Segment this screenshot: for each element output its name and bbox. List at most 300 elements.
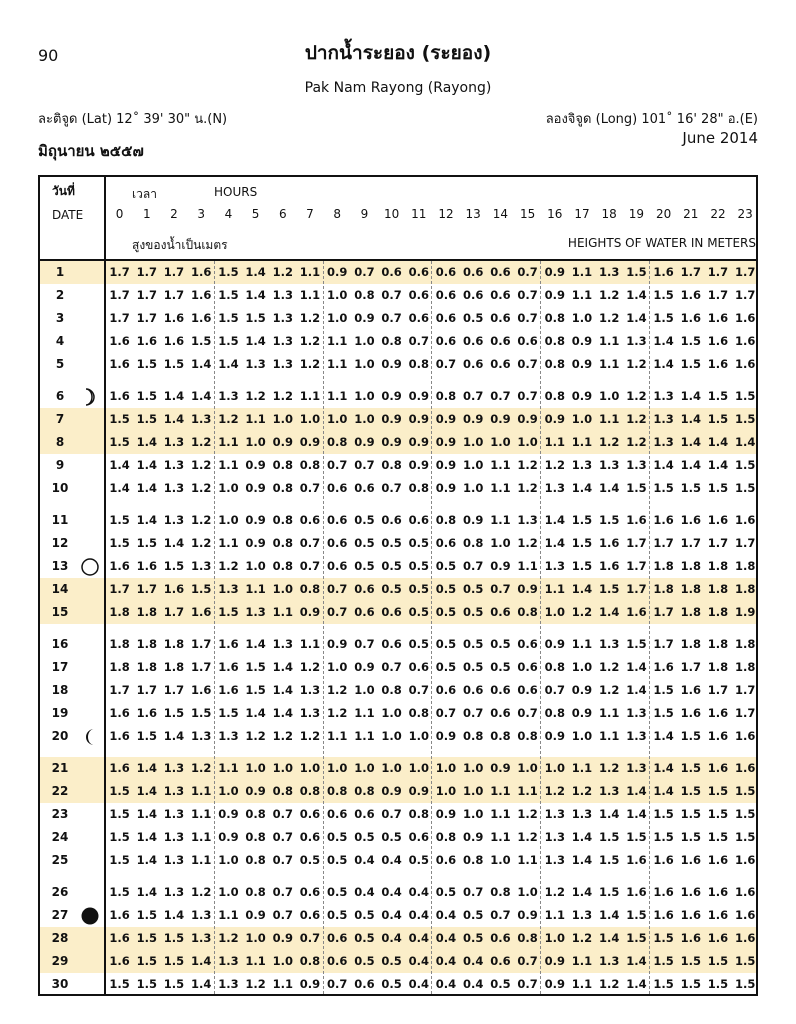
height-cell: 1.4 [245,637,266,651]
height-cell: 0.9 [435,435,457,449]
height-cell: 0.5 [381,830,402,844]
height-cell: 1.2 [517,536,538,550]
height-cell: 0.6 [463,683,484,697]
height-cell: 1.5 [136,357,157,371]
height-cell: 0.9 [272,435,293,449]
height-cell: 1.4 [599,908,620,922]
height-cell: 1.5 [653,481,674,495]
height-cell: 0.5 [408,605,429,619]
height-cell: 1.4 [599,481,620,495]
height-cell: 1.1 [218,435,239,449]
height-cell: 0.6 [327,559,348,573]
height-cell: 0.6 [354,605,375,619]
height-cell: 1.4 [163,389,185,403]
height-cell: 0.8 [272,559,293,573]
height-cell: 1.5 [109,784,130,798]
height-cell: 0.5 [381,977,402,991]
height-cell: 1.0 [408,729,429,743]
height-cell: 1.3 [163,807,185,821]
height-cell: 1.4 [191,389,212,403]
height-cell: 1.1 [299,288,321,302]
height-cell: 1.2 [517,481,538,495]
height-cell: 1.6 [191,683,212,697]
height-cell: 1.4 [626,954,647,968]
height-cell: 1.0 [463,458,484,472]
height-cell: 1.3 [163,784,185,798]
height-cell: 0.8 [381,458,402,472]
height-cell: 1.6 [735,311,756,325]
row-date: 16 [51,637,69,651]
height-cell: 1.1 [571,288,593,302]
height-cell: 0.9 [435,412,457,426]
height-cell: 0.9 [435,458,457,472]
height-cell: 1.3 [299,683,321,697]
height-cell: 0.9 [381,412,402,426]
height-cell: 1.5 [735,412,756,426]
row-date: 9 [55,458,65,472]
height-cell: 0.9 [245,481,266,495]
height-cell: 1.6 [599,559,620,573]
height-cell: 0.4 [463,954,484,968]
height-cell: 1.5 [735,389,756,403]
row-date: 24 [51,830,69,844]
height-cell: 0.9 [571,334,593,348]
height-cell: 1.5 [599,830,620,844]
height-cell: 1.4 [218,357,239,371]
height-cell: 0.6 [435,311,457,325]
height-cell: 0.8 [544,334,565,348]
height-cell: 1.5 [109,807,130,821]
height-cell: 1.4 [272,660,293,674]
height-cell: 1.3 [626,334,647,348]
height-cell: 1.6 [653,265,674,279]
height-cell: 1.5 [109,435,130,449]
height-cell: 0.4 [435,931,457,945]
height-cell: 0.4 [408,931,429,945]
height-cell: 0.5 [435,559,457,573]
height-cell: 1.7 [653,637,674,651]
height-cell: 0.9 [218,807,239,821]
height-cell: 0.5 [327,885,348,899]
height-cell: 1.6 [707,729,729,743]
height-cell: 1.4 [626,288,647,302]
row-date: 15 [51,605,69,619]
height-cell: 1.4 [136,435,157,449]
height-cell: 0.9 [327,265,348,279]
height-cell: 0.4 [435,954,457,968]
height-cell: 1.6 [653,513,674,527]
row-date: 25 [51,853,69,867]
height-cell: 1.5 [571,513,593,527]
height-cell: 1.3 [163,761,185,775]
height-cell: 1.4 [571,481,593,495]
height-cell: 1.4 [653,761,674,775]
height-cell: 1.4 [136,885,157,899]
height-cell: 1.2 [245,729,266,743]
height-cell: 1.2 [272,729,293,743]
height-cell: 1.6 [109,389,130,403]
height-cell: 0.5 [435,637,457,651]
height-cell: 1.5 [707,412,729,426]
height-cell: 1.3 [571,908,593,922]
height-cell: 1.7 [163,683,185,697]
row-date: 8 [55,435,65,449]
height-cell: 0.6 [354,807,375,821]
height-cell: 1.6 [680,513,701,527]
height-cell: 0.7 [435,357,457,371]
height-cell: 1.3 [191,559,212,573]
height-cell: 1.6 [680,885,701,899]
height-cell: 1.7 [163,288,185,302]
height-cell: 0.7 [490,582,511,596]
height-cell: 1.4 [626,784,647,798]
height-cell: 0.7 [354,265,375,279]
height-cell: 0.4 [354,885,375,899]
hour-label: 9 [360,207,369,221]
height-cell: 0.4 [463,977,484,991]
height-cell: 1.8 [109,660,130,674]
height-cell: 0.5 [435,582,457,596]
height-cell: 1.4 [735,435,756,449]
height-cell: 1.1 [218,458,239,472]
height-cell: 0.5 [408,853,429,867]
height-cell: 1.0 [218,853,239,867]
height-cell: 1.0 [571,729,593,743]
height-cell: 1.3 [653,412,674,426]
row-date: 29 [51,954,69,968]
height-cell: 0.8 [299,582,321,596]
height-cell: 0.6 [327,536,348,550]
height-cell: 0.9 [381,389,402,403]
height-cell: 1.4 [163,412,185,426]
height-cell: 0.5 [463,311,484,325]
height-cell: 1.5 [653,706,674,720]
row-date: 27 [51,908,69,922]
height-cell: 1.0 [218,513,239,527]
height-cell: 1.5 [680,729,701,743]
height-cell: 0.9 [544,637,565,651]
hour-label: 19 [628,207,645,221]
height-cell: 1.4 [653,458,674,472]
height-cell: 1.1 [272,977,293,991]
height-cell: 1.7 [626,536,647,550]
height-cell: 1.2 [626,389,647,403]
height-cell: 0.7 [544,683,565,697]
height-cell: 1.2 [599,288,620,302]
height-cell: 0.6 [435,536,457,550]
height-cell: 1.2 [218,931,239,945]
height-cell: 1.0 [218,784,239,798]
height-cell: 1.0 [463,807,484,821]
height-cell: 1.3 [571,807,593,821]
height-cell: 1.5 [735,481,756,495]
height-cell: 0.8 [408,706,429,720]
height-cell: 1.0 [354,412,375,426]
height-cell: 0.7 [272,830,293,844]
height-cell: 0.6 [463,265,484,279]
height-cell: 0.9 [544,288,565,302]
height-cell: 1.5 [163,931,185,945]
height-cell: 1.5 [735,977,756,991]
height-cell: 1.3 [191,412,212,426]
height-cell: 1.6 [735,908,756,922]
row-date: 19 [51,706,69,720]
height-cell: 0.9 [299,605,321,619]
row-date: 1 [55,265,65,279]
height-cell: 1.3 [245,605,266,619]
height-cell: 1.2 [599,435,620,449]
height-cell: 1.1 [490,807,511,821]
height-cell: 0.7 [463,885,484,899]
height-cell: 0.5 [490,637,511,651]
height-cell: 1.0 [463,784,484,798]
height-cell: 1.2 [517,458,538,472]
height-cell: 1.4 [680,412,701,426]
height-cell: 1.6 [109,334,130,348]
height-cell: 1.4 [653,784,674,798]
height-cell: 0.5 [408,559,429,573]
height-cell: 1.3 [163,830,185,844]
height-cell: 1.6 [707,357,729,371]
height-cell: 1.3 [653,435,674,449]
height-cell: 1.0 [218,481,239,495]
height-cell: 0.5 [463,637,484,651]
height-cell: 1.7 [680,536,701,550]
height-cell: 1.6 [626,513,647,527]
height-cell: 0.7 [517,357,538,371]
height-cell: 0.6 [490,265,511,279]
height-cell: 1.5 [109,830,130,844]
column-separator [649,261,650,994]
height-cell: 0.7 [517,706,538,720]
height-cell: 1.3 [626,458,647,472]
height-cell: 1.6 [653,853,674,867]
height-cell: 0.9 [463,830,484,844]
height-cell: 0.6 [463,334,484,348]
height-cell: 0.7 [272,885,293,899]
full-moon-icon [80,557,100,577]
height-cell: 1.3 [163,481,185,495]
height-cell: 1.3 [517,513,538,527]
height-cell: 1.5 [735,954,756,968]
height-cell: 1.8 [136,660,157,674]
height-cell: 1.5 [571,536,593,550]
height-cell: 1.4 [571,582,593,596]
height-cell: 0.8 [490,729,511,743]
height-cell: 1.5 [109,536,130,550]
height-cell: 0.5 [463,660,484,674]
height-cell: 1.1 [191,853,212,867]
height-cell: 1.2 [626,412,647,426]
height-cell: 0.7 [490,908,511,922]
height-cell: 0.7 [517,977,538,991]
height-cell: 0.5 [381,559,402,573]
height-cell: 1.8 [707,660,729,674]
hour-label: 3 [197,207,205,221]
height-cell: 1.2 [299,334,321,348]
height-cell: 1.2 [218,559,239,573]
height-cell: 1.7 [191,660,212,674]
height-cell: 1.6 [653,660,674,674]
height-cell: 1.7 [136,288,157,302]
height-cell: 1.5 [599,885,620,899]
height-cell: 1.4 [136,513,157,527]
height-cell: 1.1 [571,637,593,651]
height-cell: 1.5 [680,830,701,844]
height-cell: 1.3 [653,389,674,403]
height-cell: 1.6 [109,931,130,945]
height-cell: 1.0 [517,761,538,775]
height-cell: 1.5 [191,582,212,596]
height-cell: 0.9 [490,761,511,775]
height-cell: 1.4 [707,435,729,449]
height-cell: 1.1 [299,265,321,279]
height-cell: 1.7 [136,311,157,325]
hour-label: 16 [547,207,563,221]
row-date: 2 [55,288,65,302]
height-cell: 1.1 [245,412,266,426]
height-cell: 1.9 [735,605,756,619]
height-cell: 1.5 [707,389,729,403]
row-date: 26 [51,885,69,899]
height-cell: 1.3 [544,481,565,495]
height-cell: 1.1 [218,761,239,775]
height-cell: 1.0 [544,931,565,945]
row-date: 23 [51,807,69,821]
height-cell: 0.6 [435,288,457,302]
height-cell: 0.8 [463,536,484,550]
column-separator [540,261,541,994]
height-cell: 1.5 [653,288,674,302]
height-cell: 1.5 [599,853,620,867]
row-date: 11 [51,513,69,527]
row-date: 14 [51,582,69,596]
height-cell: 1.5 [707,954,729,968]
hour-label: 10 [383,207,400,221]
height-cell: 1.2 [272,389,293,403]
height-cell: 1.5 [680,954,701,968]
height-cell: 0.5 [354,908,375,922]
height-cell: 0.7 [299,481,321,495]
height-cell: 1.1 [490,513,511,527]
height-cell: 0.5 [327,830,348,844]
height-cell: 0.9 [381,435,402,449]
height-cell: 1.8 [680,605,701,619]
height-cell: 1.2 [544,458,565,472]
height-cell: 1.2 [571,931,593,945]
height-cell: 1.6 [735,729,756,743]
height-cell: 1.5 [109,977,130,991]
height-cell: 1.0 [327,311,348,325]
height-cell: 0.8 [435,389,457,403]
height-cell: 1.6 [191,311,212,325]
height-cell: 0.6 [408,830,429,844]
height-cell: 1.6 [218,660,239,674]
height-cell: 0.9 [272,931,293,945]
height-cell: 1.4 [163,536,185,550]
height-cell: 1.6 [191,265,212,279]
height-cell: 0.6 [517,683,538,697]
height-cell: 0.9 [463,412,484,426]
height-cell: 1.6 [735,357,756,371]
height-cell: 1.6 [191,288,212,302]
height-cell: 1.8 [707,637,729,651]
height-cell: 0.7 [327,582,348,596]
height-cell: 0.4 [408,885,429,899]
height-cell: 1.1 [599,706,620,720]
height-cell: 1.1 [599,334,620,348]
column-separator [431,261,432,994]
height-cell: 1.8 [136,637,157,651]
height-cell: 1.0 [571,412,593,426]
height-cell: 1.6 [707,513,729,527]
height-cell: 1.5 [136,931,157,945]
height-cell: 0.9 [544,412,565,426]
height-cell: 0.9 [517,412,538,426]
height-cell: 0.5 [354,559,375,573]
height-cell: 0.8 [354,288,375,302]
height-cell: 1.4 [626,660,647,674]
hour-label: 1 [142,207,151,221]
height-cell: 1.4 [626,807,647,821]
height-cell: 1.0 [571,660,593,674]
height-cell: 0.9 [218,830,239,844]
height-cell: 1.0 [245,435,266,449]
height-cell: 1.1 [354,729,375,743]
height-cell: 0.6 [408,265,429,279]
height-cell: 0.6 [435,265,457,279]
height-cell: 0.6 [327,807,348,821]
hour-label: 13 [465,207,481,221]
height-cell: 1.1 [191,807,212,821]
height-cell: 0.6 [435,683,457,697]
height-cell: 1.7 [136,582,157,596]
height-cell: 1.6 [191,605,212,619]
height-cell: 0.9 [245,513,266,527]
height-cell: 0.9 [435,481,457,495]
height-cell: 1.0 [354,357,375,371]
hour-label: 21 [683,207,699,221]
height-cell: 1.5 [218,706,239,720]
height-cell: 1.8 [707,582,729,596]
tide-table [38,175,758,996]
height-cell: 0.5 [463,908,484,922]
height-cell: 1.3 [218,582,239,596]
height-cell: 1.5 [653,931,674,945]
height-cell: 1.4 [136,807,157,821]
height-cell: 0.9 [354,660,375,674]
height-cell: 1.5 [218,288,239,302]
height-cell: 1.2 [599,660,620,674]
height-cell: 0.8 [544,357,565,371]
hour-label: 18 [601,207,617,221]
height-cell: 0.8 [245,853,266,867]
height-cell: 1.7 [136,265,157,279]
height-cell: 1.5 [218,265,239,279]
height-cell: 1.4 [680,435,701,449]
height-cell: 1.5 [653,311,674,325]
height-cell: 1.6 [707,931,729,945]
height-cell: 0.9 [245,536,266,550]
height-cell: 1.6 [653,908,674,922]
height-label-english: HEIGHTS OF WATER IN METERS [567,236,756,250]
height-cell: 1.7 [626,559,647,573]
height-cell: 1.7 [109,288,130,302]
time-label-thai: เวลา [132,187,157,201]
height-cell: 0.6 [327,481,348,495]
height-cell: 1.5 [680,481,701,495]
height-cell: 1.2 [191,536,212,550]
